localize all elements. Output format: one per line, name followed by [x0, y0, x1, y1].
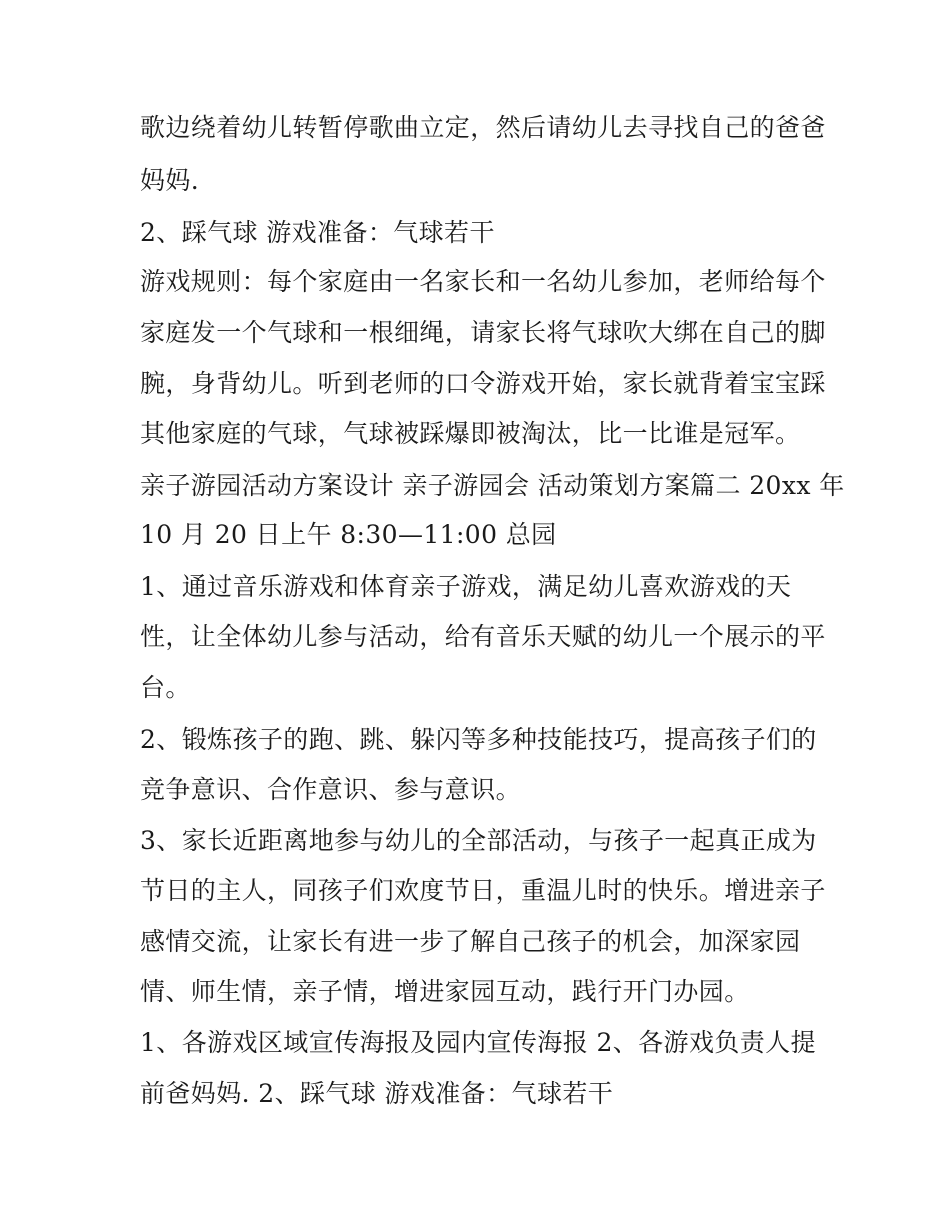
text-line: 性，让全体幼儿参与活动，给有音乐天赋的幼儿一个展示的平	[140, 622, 826, 651]
text-line: 歌边绕着幼儿转暂停歌曲立定，然后请幼儿去寻找自己的爸爸	[140, 113, 826, 142]
text-line: 1、各游戏区域宣传海报及园内宣传海报 2、各游戏负责人提	[140, 1028, 816, 1057]
text-line: 10 月 20 日上午 8:30—11:00 总园	[140, 520, 557, 549]
text-line: 前爸妈妈. 2、踩气球 游戏准备：气球若干	[140, 1079, 614, 1108]
text-line: 游戏规则：每个家庭由一名家长和一名幼儿参加，老师给每个	[140, 267, 826, 296]
text-line: 台。	[140, 673, 191, 702]
text-line: 腕，身背幼儿。听到老师的口令游戏开始，家长就背着宝宝踩	[140, 369, 826, 398]
text-line: 其他家庭的气球，气球被踩爆即被淘汰，比一比谁是冠军。	[140, 419, 801, 448]
text-line: 1、通过音乐游戏和体育亲子游戏，满足幼儿喜欢游戏的天	[140, 572, 792, 601]
text-line: 节日的主人，同孩子们欢度节日，重温儿时的快乐。增进亲子	[140, 876, 826, 905]
text-line: 亲子游园活动方案设计 亲子游园会 活动策划方案篇二 20xx 年	[140, 471, 845, 500]
text-line: 情、师生情，亲子情，增进家园互动，践行开门办园。	[140, 977, 750, 1006]
text-line: 2、锻炼孩子的跑、跳、躲闪等多种技能技巧，提高孩子们的	[140, 725, 817, 754]
text-line: 感情交流，让家长有进一步了解自己孩子的机会，加深家园	[140, 927, 801, 956]
text-line: 2、踩气球 游戏准备：气球若干	[140, 218, 495, 247]
text-line: 家庭发一个气球和一根细绳，请家长将气球吹大绑在自己的脚	[140, 318, 826, 347]
text-line: 3、家长近距离地参与幼儿的全部活动，与孩子一起真正成为	[140, 826, 817, 855]
text-line: 妈妈.	[140, 166, 200, 195]
text-line: 竞争意识、合作意识、参与意识。	[140, 775, 522, 804]
